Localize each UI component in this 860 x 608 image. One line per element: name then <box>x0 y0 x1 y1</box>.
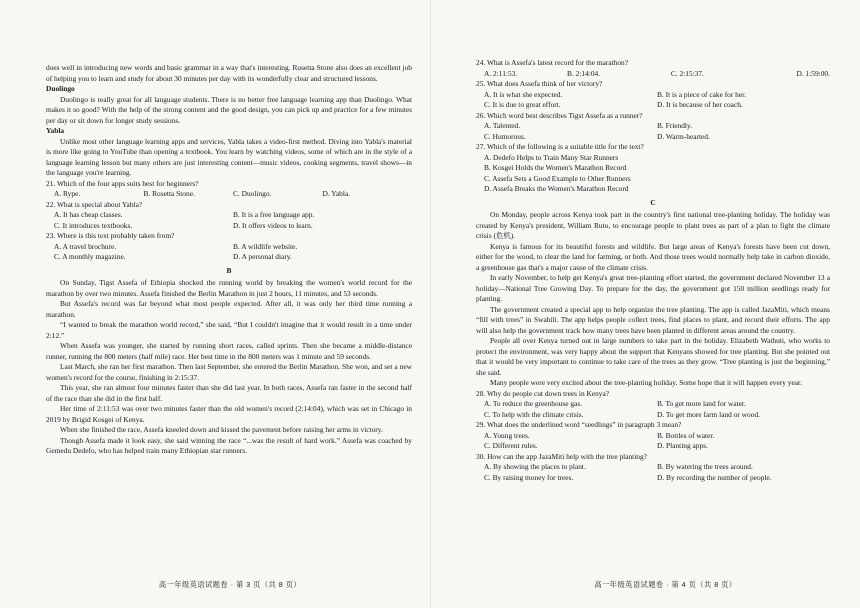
options <box>484 399 830 420</box>
question-stem: 24. What is Assefa's latest record for the marathon? <box>476 58 629 67</box>
question-stem: 28. Why do people cut down trees in Kenya? <box>476 388 610 398</box>
option-b: B. It is a free language app. <box>233 210 315 219</box>
option-d: D. A personal diary. <box>233 252 292 261</box>
passage-b-paragraph: When she finished the race, Assefa kneeled down and kissed the pavement before raising her arms in victory. <box>60 425 383 434</box>
page-footer: 高一年级英语试题卷 · 第 4 页（共 8 页） <box>594 580 737 589</box>
passage-b-paragraph: When Assefa was younger, she started by running short races, called sprints. Then she became a middle-distance runner, running the 800 meters (half mile) race. Her best time in the 800 meters was 1 minute and 59 seconds. <box>46 341 412 361</box>
passage-c-paragraph: In early November, to help get Kenya's great tree-planting effort started, the government declared November 13 a holiday—National Tree Growing Day. To prepare for the day, the government got 150 million seedlings ready for planting. <box>476 273 830 303</box>
option-d: D. To get more farm land or wood. <box>657 409 760 419</box>
option-c: C. A monthly magazine. <box>54 252 126 261</box>
option-b: B. Kosgei Holds the Women's Marathon Record <box>484 163 627 172</box>
option-b: B. To get more land for water. <box>657 399 746 408</box>
question-26 <box>476 111 830 143</box>
option-a: A. Rype. <box>54 189 81 198</box>
option-c: C. Humorous. <box>484 131 526 141</box>
options <box>484 462 830 483</box>
question-30 <box>476 452 830 484</box>
question-29 <box>476 420 830 452</box>
yabla-text: Unlike most other language learning apps and services, Yabla takes a video-first method. Diving into Yabla's material is more like going to YouTube than opening a textbook. You learn by watching videos, some of which are in the style of a language learning lesson but many others are just interesting content—music videos, cooking segments, travel shows—in the language you're learning. <box>46 136 412 177</box>
question-27 <box>476 142 830 195</box>
option-a: A. Young trees. <box>484 430 530 440</box>
passage-c-paragraph: People all over Kenya turned out in large numbers to take part in the holiday. Elizabeth Wathuti, who works to protect the environment, was very happy about the support that Kenyans showed for tree planting. But she pointed out that it would be very important to continue to take care of the trees as they grow. “Tree planting is just the beginning,” she said. <box>476 336 830 377</box>
passage-b-paragraph: On Sunday, Tigst Assefa of Ethiopia shocked the running world by breaking the women's world record for the marathon by over two minutes. Assefa finished the Berlin Marathon in just 2 hours, 11 minutes, and 53 seconds. <box>46 278 412 298</box>
option-c: C. 2:15:37. <box>670 68 704 78</box>
question-24 <box>476 58 830 79</box>
passage-b-paragraph: Her time of 2:11:53 was over two minutes faster than the old women's record (2:14:04), which was set in Chicago in 2019 by Brigid Kosgei of Kenya. <box>46 404 412 424</box>
option-b: B. A wildlife website. <box>233 241 298 251</box>
question-stem: 30. How can the app JazaMiti help with the tree planting? <box>476 451 647 461</box>
duolingo-text: Duolingo is really great for all language students. There is no better free language learning app than Duolingo. What makes it so good? With the help of the strong content and the good design, you can pick up and practice for a few minutes per day or sit down for longer study sessions. <box>46 94 412 125</box>
passage-c-paragraph: Many people were very excited about the tree-planting holiday. Some hope that it will happen every year. <box>490 378 802 387</box>
passage-b-paragraph: Last March, she ran her first marathon. Then last September, she entered the Berlin Marathon. She won, and set a new women's record for the course, finishing in 2:15:37. <box>46 362 412 382</box>
option-c: C. By raising money for trees. <box>484 472 574 482</box>
passage-c-paragraph: The government created a special app to help organize the tree planting. The app is called JazaMiti, which means “fill with trees” in Swahili. The app helps people collect trees, find places to plant, and record their efforts. The app will also help the government track how many trees have been planted in different areas around the country. <box>476 304 830 335</box>
question-stem: 29. What does the underlined word “seedlings” in paragraph 3 mean? <box>476 420 682 429</box>
passage-c-paragraph: Kenya is famous for its beautiful forests and wildlife. But large areas of Kenya's forests have been cut down, either for the wood, to clear the land for farming, or both. And those trees would normally help take in carbon dioxide, a greenhouse gas that's a major cause of the climate crisis. <box>476 241 830 272</box>
passage-c-paragraph: On Monday, people across Kenya took part in the country's first national tree-planting holiday. The holiday was created by Kenya's president, William Ruto, to encourage people to plant trees as part of a plan to fight the climate crisis (危机). <box>476 210 830 240</box>
option-d: D. It is because of her coach. <box>657 100 743 109</box>
question-stem: 22. What is special about Yabla? <box>46 199 143 209</box>
option-c: C. Duolingo. <box>233 189 272 198</box>
page-footer: 高一年级英语试题卷 · 第 3 页（共 8 页） <box>158 580 302 589</box>
passage-b-paragraph: This year, she ran almost four minutes faster than she did last year. In both races, Assefa ran faster in the second half of the race than she did in the first half. <box>46 383 412 403</box>
question-22 <box>46 200 412 232</box>
option-a: A. It is what she expected. <box>484 89 563 99</box>
question-stem: 21. Which of the four apps suits best for beginners? <box>46 178 199 188</box>
options <box>484 69 830 80</box>
option-a: A. A travel brochure. <box>54 241 117 251</box>
question-stem: 26. Which word best describes Tigst Assefa as a runner? <box>476 110 643 120</box>
options <box>54 189 412 200</box>
passage-b-paragraph: But Assefa's record was far beyond what most people expected. After all, it was only her third time running a marathon. <box>46 299 412 319</box>
option-c: C. Assefa Sets a Good Example to Other Runners <box>484 173 631 183</box>
option-d: D. Planting apps. <box>657 441 708 450</box>
question-stem: 25. What does Assefa think of her victory? <box>476 79 603 88</box>
option-c: C. It introduces textbooks. <box>54 220 133 230</box>
option-a: A. By showing the places to plant. <box>484 462 586 471</box>
option-d: D. Warm-hearted. <box>657 131 710 141</box>
duolingo-heading: Duolingo <box>46 84 75 93</box>
option-d: D. Yabla. <box>322 189 351 198</box>
option-a: A. 2:11:53. <box>484 68 518 78</box>
options <box>54 210 412 231</box>
rosetta-stone-text: does well in introducing new words and basic grammar in a way that's interesting. Rosetta Stone also does an excellent job of helping you to learn and study for about 30 minutes per day with its wonderfully clear and structured lessons. <box>46 63 412 83</box>
options <box>484 153 830 195</box>
options <box>484 121 830 142</box>
option-d: D. 1:59:00. <box>796 68 830 78</box>
page-right <box>430 0 860 608</box>
option-a: A. To reduce the greenhouse gas. <box>484 399 583 408</box>
question-25 <box>476 79 830 111</box>
option-b: B. By watering the trees around. <box>657 462 753 471</box>
yabla-heading: Yabla <box>46 126 65 135</box>
option-a: A. Talented. <box>484 121 521 130</box>
question-21 <box>46 179 412 200</box>
option-b: B. Rosetta Stone. <box>143 189 195 198</box>
option-d: D. Assefa Breaks the Women's Marathon Record <box>484 184 629 193</box>
option-a: A. It has cheap classes. <box>54 210 123 219</box>
option-b: B. Friendly. <box>657 121 693 130</box>
options <box>54 242 412 263</box>
options <box>484 431 830 452</box>
option-b: B. Bottles of water. <box>657 430 715 440</box>
left-content <box>46 63 412 457</box>
option-c: C. To help with the climate crisis. <box>484 409 584 419</box>
question-stem: 27. Which of the following is a suitable title for the text? <box>476 142 644 151</box>
option-b: B. It is a piece of cake for her. <box>657 89 747 99</box>
option-b: B. 2:14:04. <box>567 68 601 78</box>
option-c: C. Different rules. <box>484 441 538 450</box>
passage-b-paragraph: “I wanted to break the marathon world record,” she said, “But I couldn't imagine that it would result in a time under 2:12.” <box>46 320 412 340</box>
section-b-heading: B <box>226 265 232 275</box>
options <box>484 90 830 111</box>
question-stem: 23. Where is this text probably taken from? <box>46 231 175 240</box>
option-d: D. It offers videos to learn. <box>233 220 313 230</box>
option-a: A. Dedefo Helps to Train Many Star Runners <box>484 152 619 162</box>
question-28 <box>476 389 830 421</box>
question-23 <box>46 231 412 263</box>
option-c: C. It is due to great effort. <box>484 100 561 109</box>
passage-b-paragraph: Though Assefa made it look easy, she said winning the race “...was the result of hard work.” Assefa was coached by Gemedu Dedefo, who has helped train many Ethiopian star runners. <box>46 435 412 455</box>
option-d: D. By recording the number of people. <box>657 472 772 482</box>
right-content <box>476 58 830 483</box>
section-c-heading: C <box>650 197 656 207</box>
